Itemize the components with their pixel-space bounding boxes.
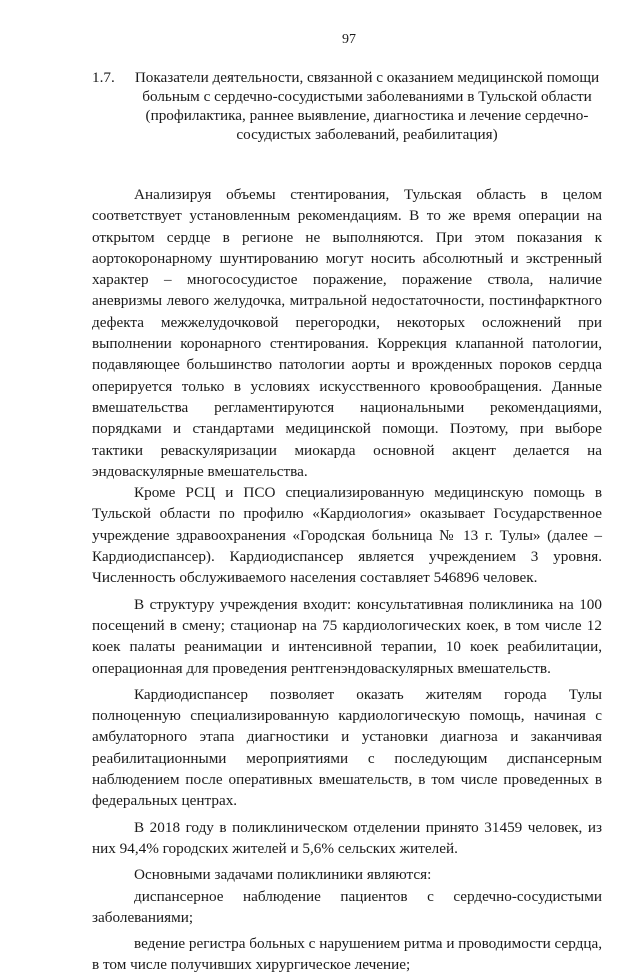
- section-heading: [92, 68, 602, 144]
- list-item: диспансерное наблюдение пациентов с сердечно-сосудистыми заболеваниями;: [92, 887, 602, 926]
- paragraph: В 2018 году в поликлиническом отделении принято 31459 человек, из них 94,4% городских жителей и 5,6% сельских жителей.: [92, 818, 602, 857]
- section-title: Показатели деятельности, связанной с оказанием медицинской помощи больным с сердечно-сосудистыми заболеваниями в Тульской области (профилактика, раннее выявление, диагностика и лечение сердечно-сосудистых заболеваний, реабилитация): [134, 69, 600, 143]
- section-number: 1.7.: [92, 69, 115, 86]
- paragraph: Кроме РСЦ и ПСО специализированную медицинскую помощь в Тульской области по профилю «Кардиология» оказывает Государственное учреждение здравоохранения «Городская больница № 13 г. Тулы» (далее – Кардиодиспансер). Кардиодиспансер является учреждением 3 уровня. Численность обслуживаемого населения составляет 546896 человек.: [92, 484, 602, 587]
- paragraph: Основными задачами поликлиники являются:: [134, 866, 432, 884]
- paragraph: Анализируя объемы стентирования, Тульская область в целом соответствует установленным рекомендациям. В то же время операции на открытом сердце в регионе не выполняются. При этом показания к аортокоронарному шунтированию могут носить абсолютный и экстренный характер – многососудистое поражение, поражение ствола, наличие аневризмы левого желудочка, митральной недостаточности, постинфарктного дефекта межжелудочковой перегородки, некоторых осложнений при выполнении коронарного стентирования. Коррекция клапанной патологии, подавляющее большинство патологии аорты и врожденных пороков сердца оперируется только в условиях искусственного кровообращения. Данные вмешательства регламентируются национальными рекомендациями, порядками и стандартами медицинской помощи. Поэтому, при выборе тактики реваскуляризации миокарда основной акцент делается на эндоваскулярные вмешательства.: [92, 186, 602, 480]
- page-number: 97: [342, 32, 356, 47]
- body-text: [92, 184, 602, 976]
- list-item: ведение регистра больных с нарушением ритма и проводимости сердца, в том числе получивших хирургическое лечение;: [92, 935, 602, 974]
- paragraph: В структуру учреждения входит: консультативная поликлиника на 100 посещений в смену; стационар на 75 кардиологических коек, в том числе 12 коек палаты реанимации и интенсивной терапии, 10 коек реабилитации, операционная для проведения рентгенэндоваскулярных вмешательств.: [92, 595, 602, 677]
- paragraph: Кардиодиспансер позволяет оказать жителям города Тулы полноценную специализированную кардиологическую помощь, начиная с амбулаторного этапа диагностики и установки диагноза и заканчивая реабилитационными мероприятиями с последующим диспансерным наблюдением после оперативных вмешательств, в том числе проведенных в федеральных центрах.: [92, 685, 602, 810]
